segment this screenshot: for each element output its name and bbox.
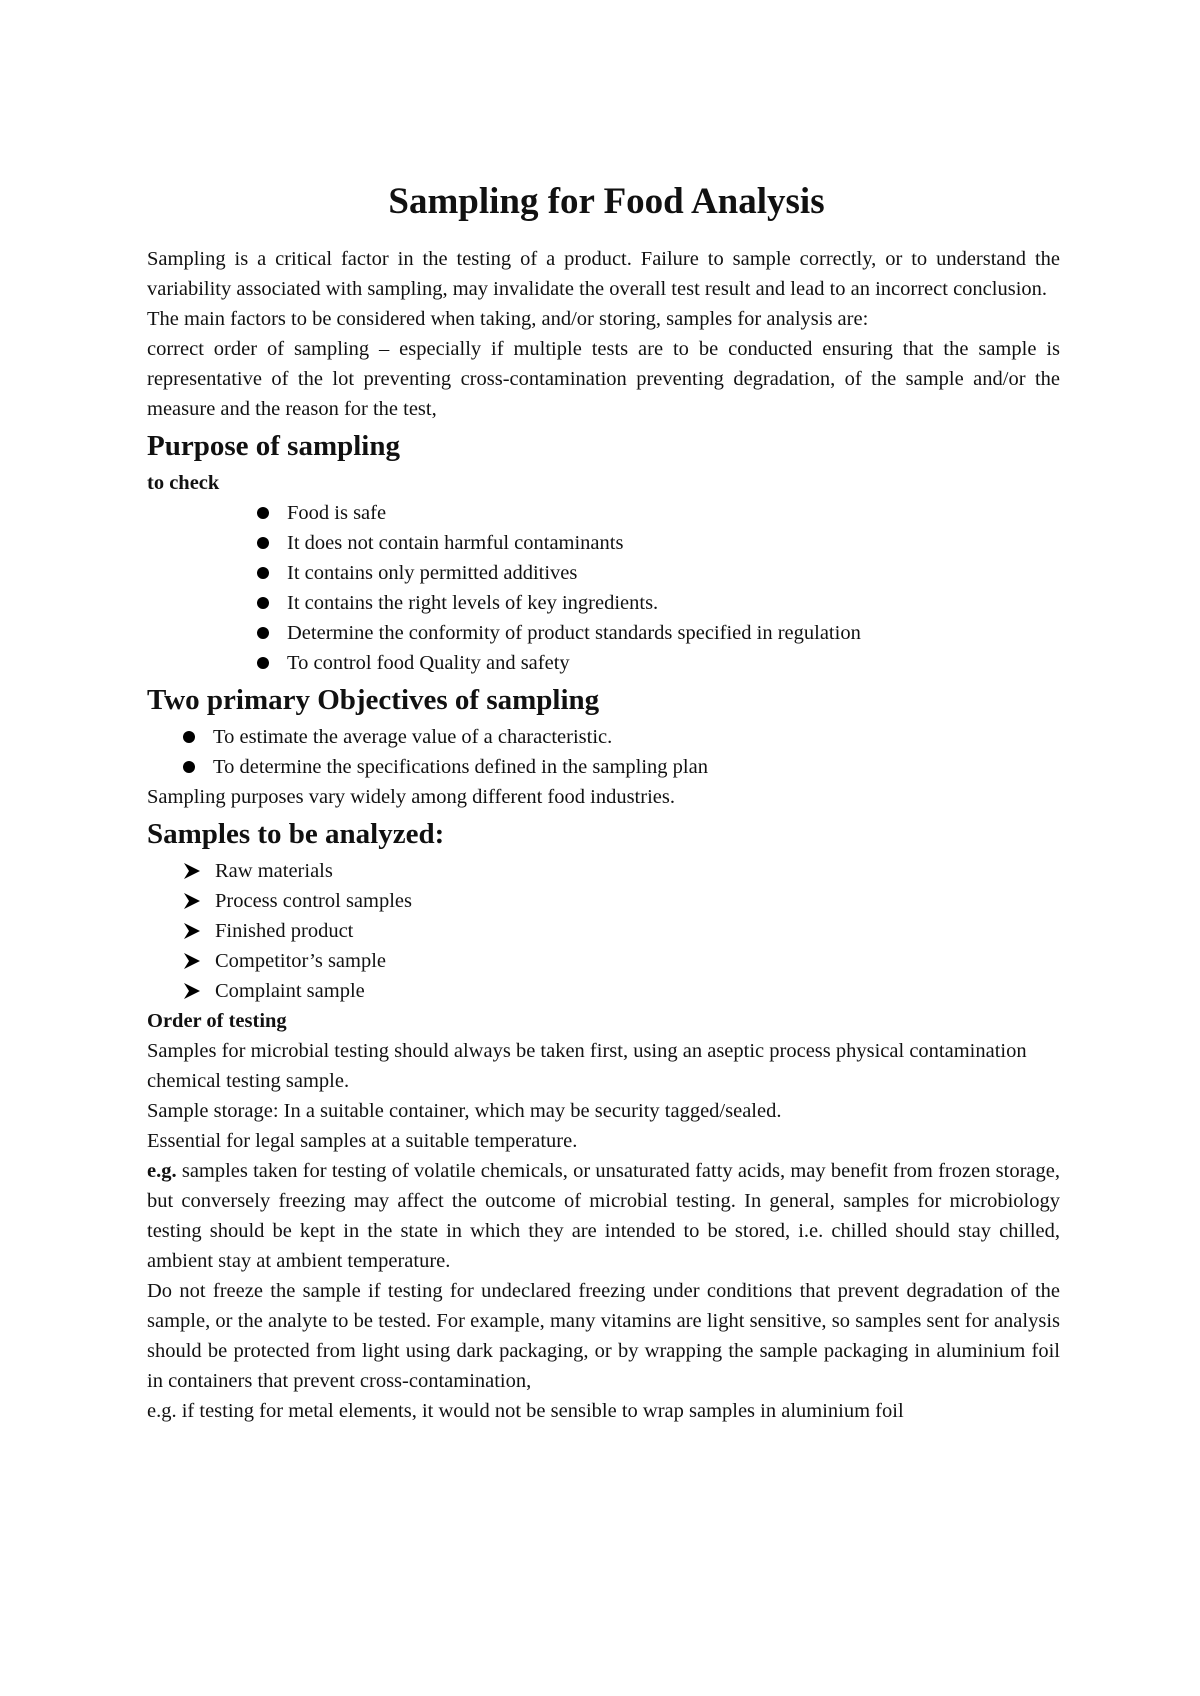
objectives-note: Sampling purposes vary widely among different food industries. xyxy=(147,786,675,808)
arrowhead-icon xyxy=(183,952,201,970)
to-check-label: to check xyxy=(147,472,220,494)
sample-storage-paragraph: Sample storage: In a suitable container, which may be security tagged/sealed. xyxy=(147,1100,782,1122)
list-item-text: Complaint sample xyxy=(215,980,365,1002)
document-title: Sampling for Food Analysis xyxy=(388,181,825,222)
list-item-text: Process control samples xyxy=(215,890,412,912)
objectives-heading: Two primary Objectives of sampling xyxy=(147,684,600,716)
arrowhead-icon xyxy=(183,862,201,880)
bullet-icon xyxy=(257,627,269,639)
bullet-icon xyxy=(183,731,195,743)
objectives-list xyxy=(147,722,1060,782)
list-item xyxy=(183,722,1060,752)
list-item xyxy=(257,618,1060,648)
list-item xyxy=(257,558,1060,588)
list-item xyxy=(183,856,1060,886)
list-item xyxy=(257,648,1060,678)
arrowhead-icon xyxy=(183,922,201,940)
bullet-icon xyxy=(183,761,195,773)
sampling-order-paragraph: correct order of sampling – especially if multiple tests are to be conducted ensuring that the sample is representative of the lot preventing cross-contamination preventing degradation, of the sample and/or the measure and the reason for the test, xyxy=(147,338,1060,420)
list-item xyxy=(257,588,1060,618)
order-of-testing-label: Order of testing xyxy=(147,1010,287,1032)
microbial-testing-paragraph: Samples for microbial testing should always be taken first, using an aseptic process physical contamination chemical testing sample. xyxy=(147,1040,1027,1092)
samples-list xyxy=(147,856,1060,1006)
list-item-text: Finished product xyxy=(215,920,354,942)
list-item xyxy=(183,886,1060,916)
example-paragraph xyxy=(147,1156,1060,1276)
list-item xyxy=(257,498,1060,528)
list-item-text: It contains only permitted additives xyxy=(287,562,578,584)
list-item-text: Competitor’s sample xyxy=(215,950,387,972)
list-item-text: It contains the right levels of key ingredients. xyxy=(287,592,659,614)
legal-samples-paragraph: Essential for legal samples at a suitable temperature. xyxy=(147,1130,578,1152)
purpose-heading: Purpose of sampling xyxy=(147,430,400,462)
bullet-icon xyxy=(257,537,269,549)
list-item-text: To estimate the average value of a characteristic. xyxy=(213,726,613,748)
list-item-text: To control food Quality and safety xyxy=(287,652,570,674)
list-item-text: To determine the specifications defined in the sampling plan xyxy=(213,756,708,778)
list-item-text: It does not contain harmful contaminants xyxy=(287,532,624,554)
list-item xyxy=(183,946,1060,976)
main-factors-paragraph: The main factors to be considered when taking, and/or storing, samples for analysis are: xyxy=(147,308,869,330)
list-item xyxy=(183,752,1060,782)
arrowhead-icon xyxy=(183,892,201,910)
bullet-icon xyxy=(257,597,269,609)
bullet-icon xyxy=(257,657,269,669)
arrowhead-icon xyxy=(183,982,201,1000)
bullet-icon xyxy=(257,567,269,579)
example-text: samples taken for testing of volatile chemicals, or unsaturated fatty acids, may benefit from frozen storage, but conversely freezing may affect the outcome of microbial testing. In general, samples for microbiology testing should be kept in the state in which they are intended to be stored, i.e. chilled should stay chilled, ambient stay at ambient temperature. xyxy=(147,1160,1060,1272)
metal-elements-paragraph: e.g. if testing for metal elements, it would not be sensible to wrap samples in aluminium foil xyxy=(147,1400,904,1422)
bullet-icon xyxy=(257,507,269,519)
list-item xyxy=(257,528,1060,558)
list-item xyxy=(183,976,1060,1006)
intro-paragraph: Sampling is a critical factor in the testing of a product. Failure to sample correctly, or to understand the variability associated with sampling, may invalidate the overall test result and lead to an incorrect conclusion. xyxy=(147,248,1060,300)
list-item-text: Food is safe xyxy=(287,502,387,524)
eg-label: e.g. xyxy=(147,1160,177,1182)
samples-heading: Samples to be analyzed: xyxy=(147,818,445,850)
list-item xyxy=(183,916,1060,946)
freezing-paragraph: Do not freeze the sample if testing for undeclared freezing under conditions that prevent degradation of the sample, or the analyte to be tested. For example, many vitamins are light sensitive, so samples sent for analysis should be protected from light using dark packaging, or by wrapping the sample packaging in aluminium foil in containers that prevent cross-contamination, xyxy=(147,1280,1060,1392)
purpose-list xyxy=(147,498,1060,678)
list-item-text: Raw materials xyxy=(215,860,333,882)
list-item-text: Determine the conformity of product standards specified in regulation xyxy=(287,622,861,644)
